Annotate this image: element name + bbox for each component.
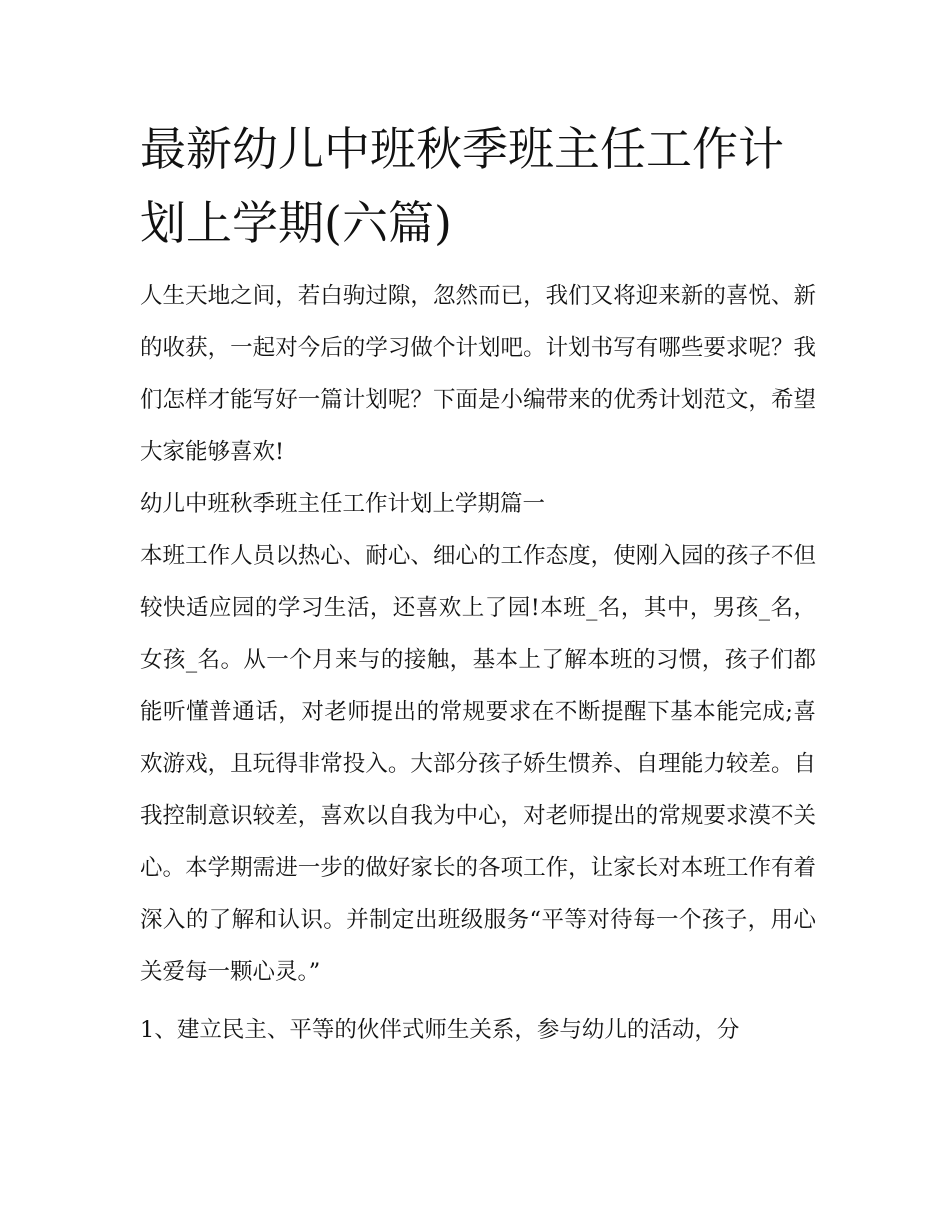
title-block (140, 112, 816, 260)
document-title: 最新幼儿中班秋季班主任工作计划上学期(六篇) (140, 122, 784, 250)
intro-paragraph: 人生天地之间，若白驹过隙，忽然而已，我们又将迎来新的喜悦、新的收获，一起对今后的学习做个计划吧。计划书写有哪些要求呢？我们怎样才能写好一篇计划呢？下面是小编带来的优秀计划范文，希望大家能够喜欢! (140, 283, 816, 465)
body-paragraph: 本班工作人员以热心、耐心、细心的工作态度，使刚入园的孩子不但较快适应园的学习生活，还喜欢上了园!本班_名，其中，男孩_名，女孩_名。从一个月来与的接触，基本上了解本班的习惯，孩子们都能听懂普通话，对老师提出的常规要求在不断提醒下基本能完成;喜欢游戏，且玩得非常投入。大部分孩子娇生惯养、自理能力较差。自我控制意识较差，喜欢以自我为中心，对老师提出的常规要求漠不关心。本学期需进一步的做好家长的各项工作，让家长对本班工作有着深入的了解和认识。并制定出班级服务“平等对待每一个孩子，用心关爱每一颗心灵。” (140, 543, 816, 985)
list-item-1: 1、建立民主、平等的伙伴式师生关系，参与幼儿的活动，分 (140, 1017, 740, 1043)
document-content (140, 112, 816, 1056)
section-heading: 幼儿中班秋季班主任工作计划上学期篇一 (140, 491, 546, 517)
